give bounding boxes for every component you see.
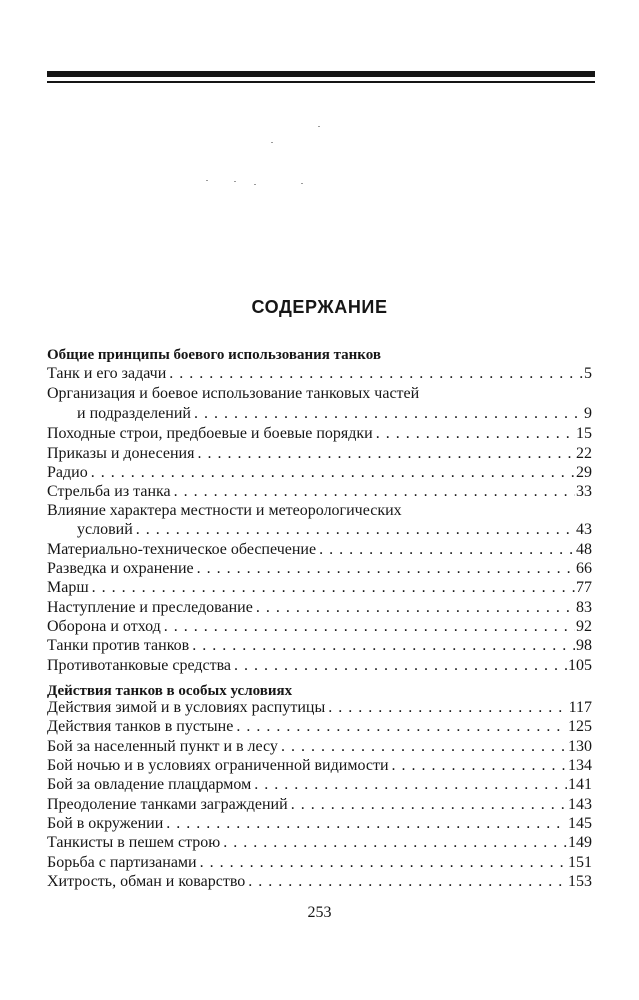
toc-entry-page: 92	[576, 618, 592, 635]
toc-entry[interactable]	[47, 698, 592, 718]
dot-leader	[164, 617, 575, 637]
toc-entry[interactable]	[47, 853, 592, 873]
dot-leader	[200, 853, 567, 873]
dot-leader	[392, 756, 568, 776]
page-number: 253	[307, 904, 332, 921]
toc-entry-page: 130	[568, 738, 592, 755]
toc-entry-page: 48	[576, 541, 592, 558]
dot-leader	[234, 656, 567, 676]
dot-leader	[328, 698, 567, 718]
toc-entry-page: 83	[576, 599, 592, 616]
toc-entry[interactable]	[47, 444, 592, 464]
dot-leader	[223, 833, 567, 853]
dot-leader	[291, 795, 567, 815]
toc-entry[interactable]	[47, 598, 592, 618]
toc-entry-page: 66	[576, 560, 592, 577]
dot-leader	[194, 404, 583, 424]
toc-entry-title: Преодоление танками заграждений	[47, 796, 288, 813]
toc-entry[interactable]	[47, 656, 592, 676]
toc-entry[interactable]	[47, 482, 592, 502]
toc-entry[interactable]	[47, 833, 592, 853]
dot-leader	[319, 540, 575, 560]
toc-entry-title[interactable]: Влияние характера местности и метеорологических	[47, 502, 402, 519]
dot-leader	[174, 482, 575, 502]
dot-leader	[136, 520, 575, 540]
toc-entry-page: 117	[568, 699, 592, 716]
toc-entry-page: 43	[576, 521, 592, 538]
toc-entry[interactable]	[47, 463, 592, 483]
toc-entry-page: 153	[568, 873, 592, 890]
toc-entry[interactable]	[47, 424, 592, 444]
toc-entry-title: Стрельба из танка	[47, 483, 171, 500]
toc-entry-page: 151	[568, 854, 592, 871]
toc-entry-page: 5	[584, 365, 592, 382]
toc-entry[interactable]	[47, 559, 592, 579]
toc-entry-page: 149	[568, 834, 592, 851]
toc-entry[interactable]	[47, 617, 592, 637]
toc-entry-page: 9	[584, 405, 592, 422]
toc-entry-page: 98	[576, 637, 592, 654]
toc-entry-title: Бой в окружении	[47, 815, 164, 832]
dot-leader	[248, 872, 567, 892]
toc-entry-title: Танк и его задачи	[47, 365, 167, 382]
toc-entry-page: 22	[576, 445, 592, 462]
toc-entry[interactable]	[47, 520, 592, 540]
dot-leader	[256, 598, 575, 618]
toc-entry-title: Противотанковые средства	[47, 657, 232, 674]
dot-leader	[197, 444, 575, 464]
toc-entry-title: Походные строи, предбоевые и боевые порядки	[47, 425, 373, 442]
toc-entry[interactable]	[47, 814, 592, 834]
toc-entry[interactable]	[47, 717, 592, 737]
toc-entry-page: 141	[568, 776, 592, 793]
header-rule-thick	[47, 71, 595, 77]
toc-entry-page: 125	[568, 718, 592, 735]
dot-leader	[376, 424, 575, 444]
dot-leader	[169, 364, 583, 384]
toc-entry-title: Действия танков в пустыне	[47, 718, 234, 735]
toc-entry[interactable]	[47, 775, 592, 795]
toc-entry-page: 105	[568, 657, 592, 674]
toc-entry-title: Оборона и отход	[47, 618, 161, 635]
section-heading-general: Общие принципы боевого использования танков	[47, 347, 381, 363]
toc-entry-page: 145	[568, 815, 592, 832]
dot-leader	[92, 578, 575, 598]
dot-leader	[192, 636, 575, 656]
dot-leader	[254, 775, 567, 795]
toc-entry-title: Бой ночью и в условиях ограниченной видимости	[47, 757, 389, 774]
dot-leader	[236, 717, 567, 737]
toc-entry-continuation: и подразделений	[77, 405, 191, 422]
toc-entry-page: 15	[576, 425, 592, 442]
toc-entry-page: 33	[576, 483, 592, 500]
toc-entry[interactable]	[47, 737, 592, 757]
toc-entry-page: 29	[576, 464, 592, 481]
dot-leader	[281, 737, 567, 757]
toc-entry-title: Хитрость, обман и коварство	[47, 873, 246, 890]
toc-entry-page: 134	[568, 757, 592, 774]
toc-entry-title: Действия зимой и в условиях распутицы	[47, 699, 326, 716]
toc-entry[interactable]	[47, 404, 592, 424]
toc-entry-page: 77	[576, 579, 592, 596]
toc-entry-title: Танки против танков	[47, 637, 190, 654]
toc-entry-continuation: условий	[77, 521, 133, 538]
toc-entry-title: Танкисты в пешем строю	[47, 834, 221, 851]
dot-leader	[166, 814, 567, 834]
toc-entry-title: Наступление и преследование	[47, 599, 253, 616]
toc-entry-title: Бой за населенный пункт и в лесу	[47, 738, 278, 755]
toc-entry[interactable]	[47, 636, 592, 656]
toc-entry[interactable]	[47, 364, 592, 384]
toc-entry[interactable]	[47, 540, 592, 560]
toc-entry-title: Приказы и донесения	[47, 445, 195, 462]
toc-entry[interactable]	[47, 872, 592, 892]
toc-entry-title: Марш	[47, 579, 89, 596]
header-rule-thin	[47, 81, 595, 83]
toc-entry-title: Материально-техническое обеспечение	[47, 541, 317, 558]
toc-entry-title: Разведка и охранение	[47, 560, 194, 577]
dot-leader	[197, 559, 575, 579]
toc-entry-title: Борьба с партизанами	[47, 854, 197, 871]
dot-leader	[91, 463, 575, 483]
toc-entry-title[interactable]: Организация и боевое использование танковых частей	[47, 385, 420, 402]
toc-entry-page: 143	[568, 796, 592, 813]
section-heading-special: Действия танков в особых условиях	[47, 683, 293, 699]
toc-entry-title: Бой за овладение плацдармом	[47, 776, 252, 793]
toc-entry[interactable]	[47, 578, 592, 598]
toc-entry-title: Радио	[47, 464, 88, 481]
page-title: СОДЕРЖАНИЕ	[251, 297, 388, 317]
toc-entry[interactable]	[47, 756, 592, 776]
toc-entry[interactable]	[47, 795, 592, 815]
